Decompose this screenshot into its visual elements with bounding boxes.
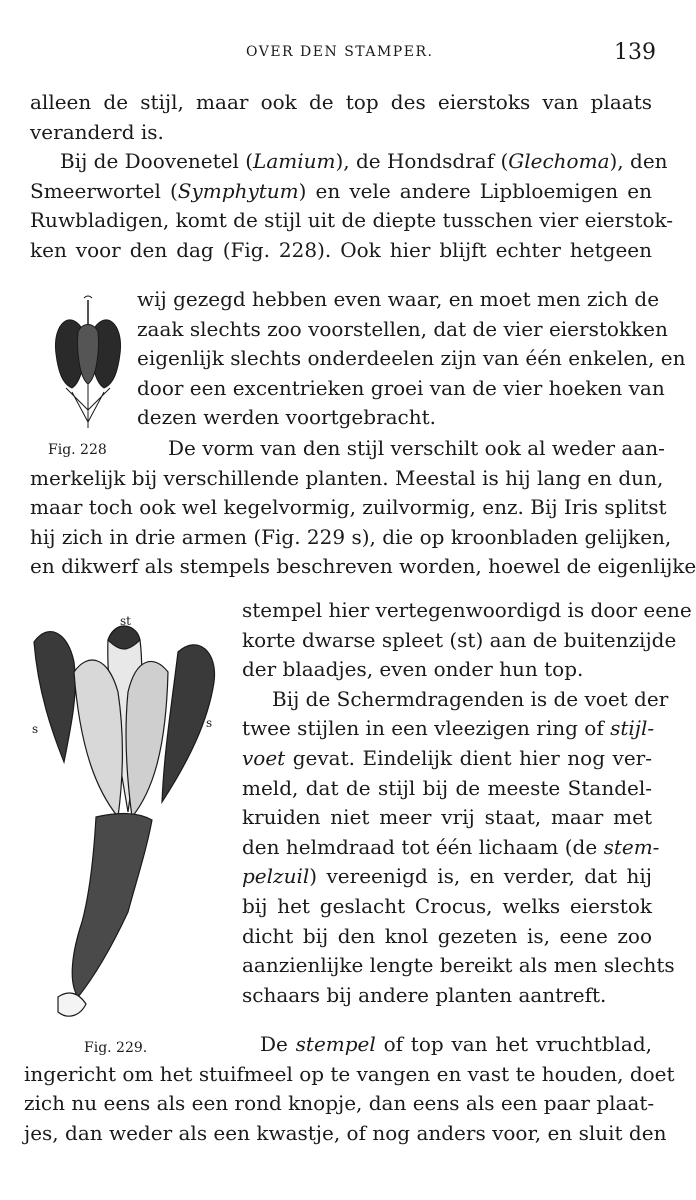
text-line: veranderd is. — [30, 119, 164, 144]
text-line: meld, dat de stijl bij de meeste Standel- — [242, 775, 652, 800]
page-header — [0, 40, 678, 70]
text-line: Bij de Doovenetel (Lamium), de Hondsdraf (Glechoma), den — [60, 149, 668, 174]
label-s-left: s — [32, 722, 39, 736]
page-number: 139 — [614, 40, 656, 65]
text-line: zich nu eens als een rond knopje, dan eens als een paar plaat- — [24, 1091, 655, 1116]
text-line: door een excentrieken groei van de vier hoeken van — [137, 375, 665, 400]
paragraph-continued — [137, 285, 686, 433]
text-line: ken voor den dag (Fig. 228). Ook hier blijft echter hetgeen — [30, 237, 652, 262]
text-line: maar toch ook wel kegelvormig, zuilvormig, enz. Bij Iris splitst — [30, 495, 667, 520]
text-line: voet gevat. Eindelijk dient hier nog ver- — [242, 745, 652, 770]
iris-pistil-drawing — [28, 612, 223, 1027]
paragraph-intro — [30, 88, 674, 266]
paragraph-stigma — [24, 1030, 675, 1148]
text-line: schaars bij andere planten aantreft. — [242, 982, 607, 1007]
flower-pistil-drawing — [48, 292, 128, 432]
text-line: en dikwerf als stempels beschreven worden, hoewel de eigenlijke — [30, 554, 696, 579]
label-st: st — [120, 614, 131, 628]
text-line: stempel hier vertegenwoordigd is door eene — [242, 598, 692, 622]
paragraph-style-form — [30, 434, 696, 582]
text-line: korte dwarse spleet (st) aan de buitenzijde — [242, 627, 677, 652]
text-line: alleen de stijl, maar ook de top des eierstoks van plaats — [30, 90, 652, 114]
text-line: twee stijlen in een vleezigen ring of stijl- — [242, 716, 655, 741]
figure-229-caption: Fig. 229. — [84, 1040, 148, 1056]
text-line: De stempel of top van het vruchtblad, — [260, 1032, 652, 1056]
figure-228-illustration — [48, 292, 128, 432]
text-line: den helmdraad tot één lichaam (de stem- — [242, 834, 660, 859]
text-line: bij het geslacht Crocus, welks eierstok — [242, 893, 652, 918]
text-line: kruiden niet meer vrij staat, maar met — [242, 805, 652, 830]
text-line: De vorm van den stijl verschilt ook al weder aan- — [168, 436, 665, 460]
text-line: der blaadjes, even onder hun top. — [242, 657, 584, 682]
text-line: wij gezegd hebben even waar, en moet men zich de — [137, 287, 660, 311]
paragraph-iris-crocus — [242, 596, 692, 1010]
figure-228-caption: Fig. 228 — [48, 442, 107, 458]
text-line: aanzienlijke lengte bereikt als men slechts — [242, 953, 675, 978]
label-s-right: s — [206, 716, 213, 730]
text-line: merkelijk bij verschillende planten. Meestal is hij lang en dun, — [30, 465, 664, 490]
text-line: dezen werden voortgebracht. — [137, 405, 437, 430]
figure-229-illustration — [28, 612, 223, 1027]
text-line: Smeerwortel (Symphytum) en vele andere Lipbloemigen en — [30, 178, 652, 203]
text-line: eigenlijk slechts onderdeelen zijn van één enkelen, en — [137, 346, 686, 371]
text-line: ingericht om het stuifmeel op te vangen en vast te houden, doet — [24, 1061, 675, 1086]
text-line: Ruwbladigen, komt de stijl uit de diepte tusschen vier eierstok- — [30, 208, 674, 233]
text-line: Bij de Schermdragenden is de voet der — [272, 686, 669, 711]
text-line: dicht bij den knol gezeten is, eene zoo — [242, 923, 652, 948]
text-line: hij zich in drie armen (Fig. 229 s), die op kroonbladen gelijken, — [30, 524, 672, 549]
text-line: jes, dan weder als een kwastje, of nog anders voor, en sluit den — [24, 1120, 667, 1145]
text-line: zaak slechts zoo voorstellen, dat de vier eierstokken — [137, 316, 668, 341]
running-title: OVER DEN STAMPER. — [246, 44, 434, 60]
text-line: pelzuil) vereenigd is, en verder, dat hij — [242, 864, 652, 889]
